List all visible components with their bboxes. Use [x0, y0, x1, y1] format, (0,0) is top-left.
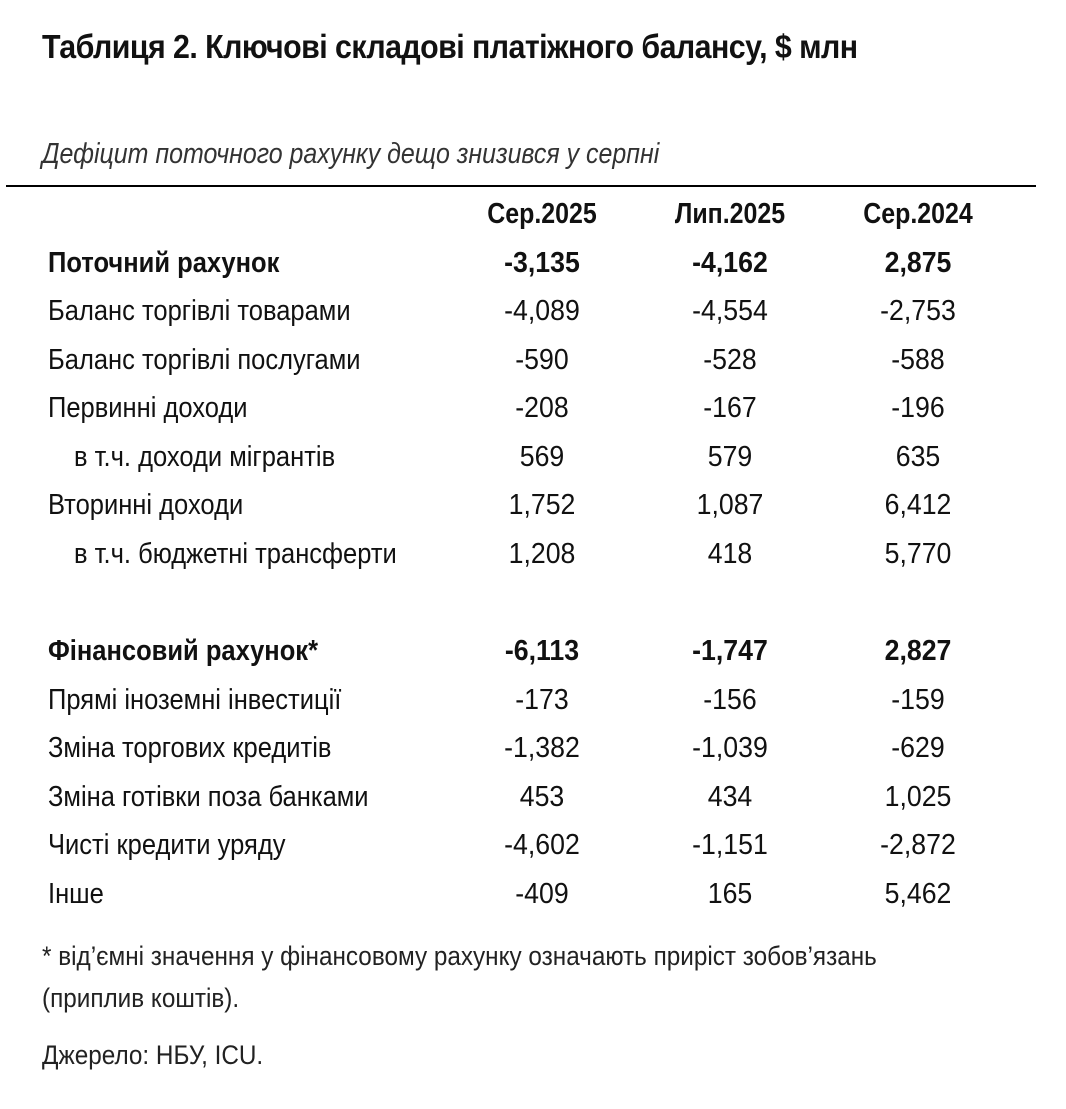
value-aug-2025: -1,382 — [504, 732, 580, 764]
table-row — [0, 386, 1066, 435]
value-jul-2025: -167 — [703, 392, 757, 424]
value-aug-2025: -173 — [515, 683, 569, 716]
value-aug-2024: 2,875 — [884, 246, 952, 279]
row-label: Інше — [48, 877, 104, 910]
row-label: Первинні доходи — [48, 392, 248, 424]
page-title: Таблиця 2. Ключові складові платіжного балансу, $ млн — [42, 28, 858, 65]
table-row — [0, 775, 1066, 824]
table-row — [0, 338, 1066, 387]
value-aug-2025: -4,089 — [504, 295, 580, 327]
table-row — [0, 532, 1066, 581]
value-aug-2025: 569 — [519, 440, 565, 473]
value-aug-2024: -196 — [891, 392, 945, 424]
column-header-aug-2024: Сер.2024 — [863, 198, 973, 230]
row-label: Вторинні доходи — [48, 489, 244, 521]
table-row — [0, 483, 1066, 532]
row-label: Зміна торгових кредитів — [48, 732, 332, 764]
table-spacer-row — [0, 580, 1066, 629]
value-jul-2025: 1,087 — [696, 489, 764, 521]
value-aug-2024: -2,872 — [880, 829, 956, 861]
value-jul-2025: 418 — [707, 537, 753, 570]
table-top-rule — [6, 185, 1036, 187]
table-footnote: * від’ємні значення у фінансовому рахунку означають приріст зобов’язань (приплив коштів). — [42, 941, 877, 1013]
value-aug-2024: -159 — [891, 683, 945, 716]
row-label: в т.ч. доходи мігрантів — [74, 440, 336, 473]
value-jul-2025: 434 — [707, 780, 753, 813]
table-row — [0, 726, 1066, 775]
value-jul-2025: -1,747 — [692, 635, 768, 667]
value-aug-2025: -409 — [515, 877, 569, 910]
value-aug-2025: -590 — [515, 343, 569, 376]
value-jul-2025: 165 — [707, 877, 753, 910]
balance-of-payments-table — [0, 192, 1066, 920]
row-label: Баланс торгівлі послугами — [48, 343, 361, 376]
value-aug-2025: 453 — [519, 780, 565, 813]
value-aug-2025: 1,208 — [508, 537, 576, 570]
row-label: Прямі іноземні інвестиції — [48, 683, 342, 716]
value-aug-2024: -629 — [891, 732, 945, 764]
row-label: Зміна готівки поза банками — [48, 780, 369, 813]
source-note: Джерело: НБУ, ICU. — [42, 1040, 264, 1070]
table-section-row — [0, 629, 1066, 678]
value-jul-2025: -1,151 — [692, 829, 768, 861]
value-jul-2025: -156 — [703, 683, 757, 716]
value-aug-2025: -208 — [515, 392, 569, 424]
value-aug-2024: -588 — [891, 343, 945, 376]
value-aug-2025: -6,113 — [504, 635, 580, 667]
table-row — [0, 823, 1066, 872]
row-label: Чисті кредити уряду — [48, 829, 286, 861]
table-header-row — [0, 192, 1066, 241]
row-label: Баланс торгівлі товарами — [48, 295, 351, 327]
row-label: Фінансовий рахунок* — [48, 635, 319, 667]
table-section-row — [0, 241, 1066, 290]
value-aug-2024: 5,770 — [884, 537, 952, 570]
row-label: Поточний рахунок — [48, 246, 280, 279]
column-header-aug-2025: Сер.2025 — [487, 198, 597, 230]
row-label: в т.ч. бюджетні трансферти — [74, 537, 397, 570]
table-row — [0, 678, 1066, 727]
value-aug-2024: 635 — [895, 440, 941, 473]
table-row — [0, 435, 1066, 484]
value-aug-2025: -4,602 — [504, 829, 580, 861]
value-aug-2024: 1,025 — [884, 780, 952, 813]
value-aug-2024: 5,462 — [884, 877, 952, 910]
table-caption: Дефіцит поточного рахунку дещо знизився у серпні — [42, 138, 660, 170]
table-row — [0, 289, 1066, 338]
value-aug-2024: 6,412 — [884, 489, 952, 521]
value-aug-2024: 2,827 — [884, 635, 952, 667]
column-header-jul-2025: Лип.2025 — [674, 198, 786, 230]
value-aug-2025: 1,752 — [508, 489, 576, 521]
value-jul-2025: -528 — [703, 343, 757, 376]
value-jul-2025: 579 — [707, 440, 753, 473]
value-jul-2025: -1,039 — [692, 732, 768, 764]
value-aug-2025: -3,135 — [504, 246, 580, 279]
value-jul-2025: -4,554 — [692, 295, 768, 327]
value-aug-2024: -2,753 — [880, 295, 956, 327]
value-jul-2025: -4,162 — [692, 246, 768, 279]
table-row — [0, 872, 1066, 921]
